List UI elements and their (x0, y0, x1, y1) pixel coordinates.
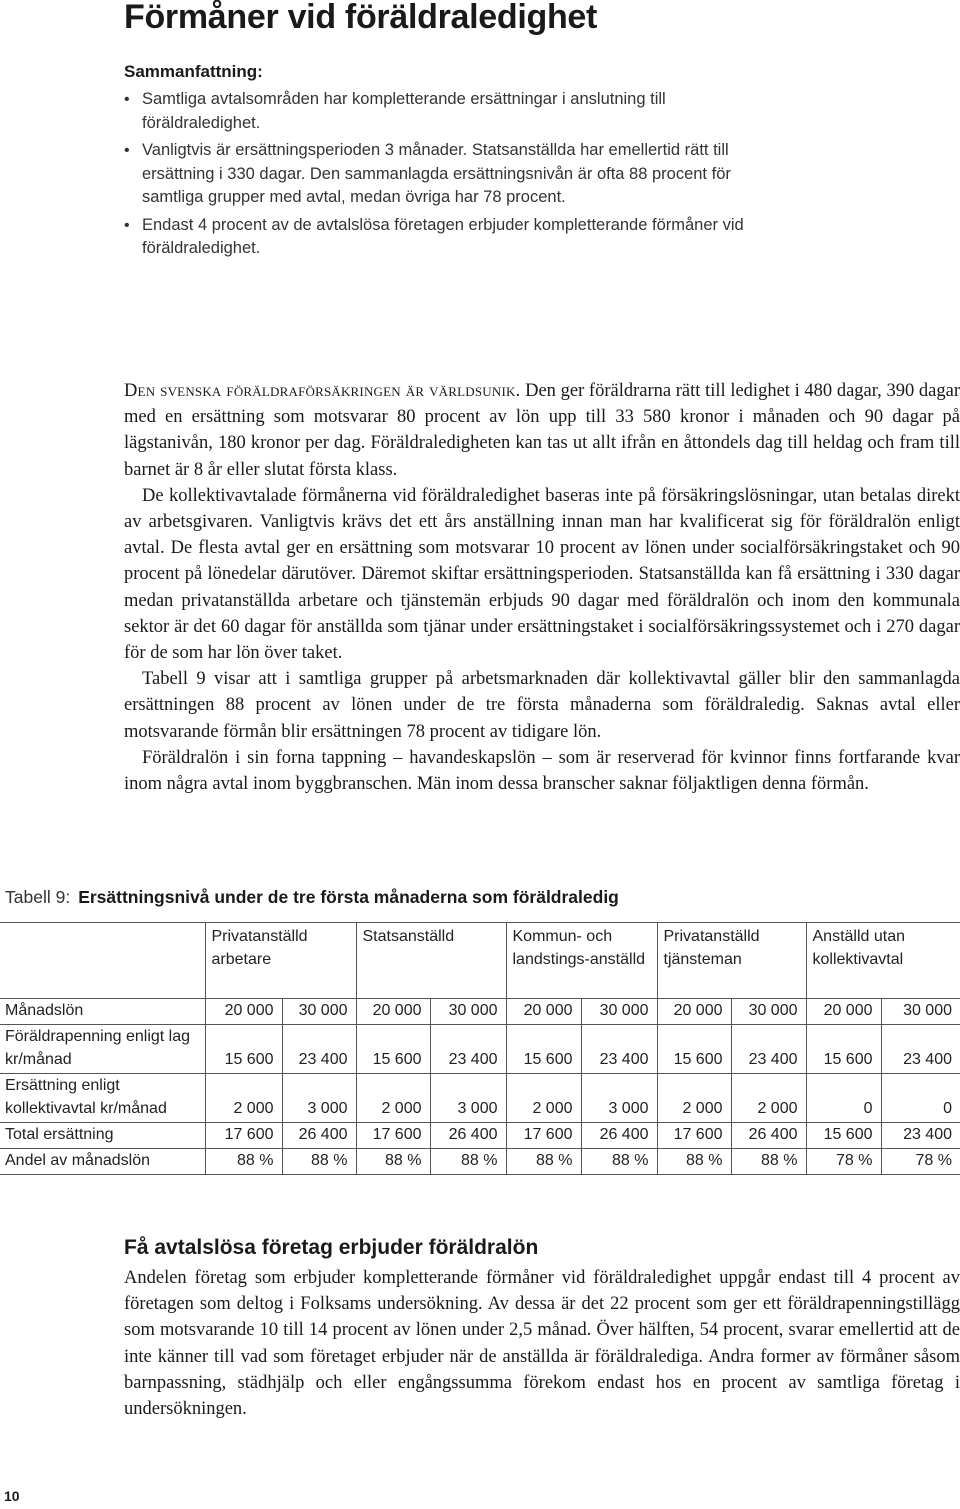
page-number: 10 (4, 1488, 20, 1504)
table-cell: 26 400 (282, 1123, 356, 1149)
table-cell: 15 600 (205, 1025, 282, 1074)
table-cell: 23 400 (881, 1123, 960, 1149)
table-cell: 20 000 (506, 999, 581, 1025)
table-cell: 23 400 (731, 1025, 806, 1074)
table-cell: 2 000 (731, 1074, 806, 1123)
table-caption (5, 887, 619, 908)
table-cell: 0 (806, 1074, 881, 1123)
body-paragraph: De kollektivavtalade förmånerna vid föräldraledighet baseras inte på försäkringslösningar, utan betalas direkt av arbetsgivaren. Vanligtvis krävs det ett års anställning innan man har kvalificerat sig för föräldralön enligt avtal. De flesta avtal ger en ersättning som motsvarar 10 procent av lönen under socialförsäkringstaket och 90 procent på lönedelar därutöver. Däremot skiftar ersättningsperioden. Statsanställda kan få ersättning i 330 dagar medan privatanställda arbetare och tjänstemän erbjuds 90 dagar med föräldralön och inom den kommunala sektor är det 60 dagar för anställda som tjänar under ersättningstaket i socialförsäkringssystemet och i 270 dagar för de som har lön över taket. (124, 485, 960, 664)
table-row (0, 1123, 960, 1149)
table-header-cell: Privatanställd tjänsteman (657, 923, 806, 999)
summary-list (124, 88, 744, 261)
body-paragraph: Tabell 9 visar att i samtliga grupper på arbetsmarknaden där kollektivavtal gäller blir den sammanlagda ersättningen 88 procent av lönen under de tre första månaderna som föräldraledig. Saknas avtal eller motsvarande förmån blir ersättningen 78 procent av tidigare lön. (124, 669, 960, 742)
row-label: Total ersättning (5, 1126, 114, 1143)
table-cell: 88 % (282, 1149, 356, 1175)
section-body (124, 1265, 960, 1422)
table-cell: 23 400 (282, 1025, 356, 1074)
summary-bullet (124, 88, 744, 135)
table-cell: 30 000 (282, 999, 356, 1025)
row-label: Föräldrapenning enligt lag kr/månad (5, 1028, 191, 1068)
summary-bullet-text: Vanligtvis är ersättningsperioden 3 månader. Statsanställda har emellertid rätt till ersättning i 330 dagar. Den sammanlagda ersättningsnivån är ofta 88 procent för samtliga grupper med avtal, medan övriga har 78 procent. (142, 141, 731, 206)
table-cell: 15 600 (506, 1025, 581, 1074)
table-cell: 20 000 (806, 999, 881, 1025)
table-cell: 23 400 (430, 1025, 506, 1074)
row-label: Andel av månadslön (5, 1152, 150, 1169)
table-cell: 88 % (205, 1149, 282, 1175)
table-header-corner (0, 923, 205, 999)
table-cell: 88 % (731, 1149, 806, 1175)
bullet-icon: • (124, 142, 130, 159)
table-cell: 88 % (430, 1149, 506, 1175)
body-paragraph (124, 378, 960, 483)
table-cell: 20 000 (657, 999, 731, 1025)
table-cell: 20 000 (356, 999, 430, 1025)
bullet-icon: • (124, 216, 130, 234)
summary-heading: Sammanfattning: (124, 62, 263, 81)
summary-bullet-text: Samtliga avtalsområden har kompletterande ersättningar i anslutning till föräldraledighet. (142, 90, 666, 132)
table-row (0, 999, 960, 1025)
row-label: Ersättning enligt kollektivavtal kr/månad (5, 1077, 167, 1117)
table-cell: 78 % (806, 1149, 881, 1175)
table-cell: 2 000 (657, 1074, 731, 1123)
table-cell: 23 400 (581, 1025, 657, 1074)
table-cell: 88 % (356, 1149, 430, 1175)
table-cell: 88 % (506, 1149, 581, 1175)
summary-box (124, 62, 744, 265)
body-paragraph-text: Den ger föräldrarna rätt till ledighet i 480 dagar, 390 dagar med en ersättning som motsvarar 80 procent av lön upp till 33 580 kronor i månaden och 90 dagar på lägstanivån, 180 kronor per dag. Föräldraledigheten kan tas ut allt ifrån en åttondels dag till heldag och fram till barnet är 8 år eller slutat första klass. (124, 381, 960, 480)
summary-bullet (124, 139, 744, 210)
table-cell: 30 000 (731, 999, 806, 1025)
table-cell: 23 400 (881, 1025, 960, 1074)
row-label: Månadslön (5, 1002, 84, 1019)
table-cell: 88 % (581, 1149, 657, 1175)
body-paragraph: Föräldralön i sin forna tappning – havandeskapslön – som är reserverad för kvinnor finns fortfarande kvar inom några avtal inom byggbranschen. Män inom dessa branscher saknar följaktligen denna förmån. (124, 747, 960, 795)
table-cell: 3 000 (430, 1074, 506, 1123)
section-heading: Få avtalslösa företag erbjuder föräldralön (124, 1236, 539, 1259)
body-text (124, 378, 960, 797)
table-cell: 17 600 (657, 1123, 731, 1149)
table-cell: 15 600 (806, 1123, 881, 1149)
table-caption-title: Ersättningsnivå under de tre första månaderna som föräldraledig (78, 887, 619, 907)
table-header-cell: Privatanställd arbetare (205, 923, 356, 999)
table-cell: 17 600 (356, 1123, 430, 1149)
table-cell: 26 400 (430, 1123, 506, 1149)
benefits-table (0, 922, 960, 1175)
table-cell: 15 600 (806, 1025, 881, 1074)
table-header-cell: Statsanställd (356, 923, 506, 999)
table-header-cell: Kommun- och landstings-anställd (506, 923, 657, 999)
table-cell: 26 400 (731, 1123, 806, 1149)
table-cell: 2 000 (205, 1074, 282, 1123)
table-cell: 20 000 (205, 999, 282, 1025)
table-caption-label: Tabell 9: (5, 887, 71, 907)
table-cell: 30 000 (430, 999, 506, 1025)
table-cell: 15 600 (657, 1025, 731, 1074)
table-cell: 0 (881, 1074, 960, 1123)
section-paragraph: Andelen företag som erbjuder kompletterande förmåner vid föräldraledighet uppgår endast till 4 procent av företagen som deltog i Folksams undersökning. Av dessa är det 22 procent som ger ett föräldrapenningstillägg som motsvarande 10 till 14 procent av lönen under 2,5 månad. Över hälften, 54 procent, svarar emellertid att de inte känner till vad som företaget erbjuder när de anställda är föräldralediga. Andra former av förmåner såsom barnpassning, städhjälp och eller engångssumma förekom endast hos en procent av samtliga företag i undersökningen. (124, 1268, 960, 1420)
lead-in: Den svenska föräldraförsäkringen är världsunik. (124, 381, 521, 401)
table-cell: 17 600 (205, 1123, 282, 1149)
table-cell: 2 000 (356, 1074, 430, 1123)
table-cell: 17 600 (506, 1123, 581, 1149)
table-cell: 3 000 (581, 1074, 657, 1123)
summary-bullet (124, 214, 744, 261)
table-row (0, 1025, 960, 1074)
bullet-icon: • (124, 91, 130, 108)
table-cell: 26 400 (581, 1123, 657, 1149)
table-header-cell: Anställd utan kollektivavtal (806, 923, 960, 999)
table-row (0, 1074, 960, 1123)
table-cell: 15 600 (356, 1025, 430, 1074)
table-header-row (0, 923, 960, 999)
table-cell: 78 % (881, 1149, 960, 1175)
table-cell: 2 000 (506, 1074, 581, 1123)
page-title: Förmåner vid föräldraledighet (124, 0, 598, 36)
table-cell: 30 000 (881, 999, 960, 1025)
table-cell: 30 000 (581, 999, 657, 1025)
summary-bullet-text: Endast 4 procent av de avtalslösa företagen erbjuder kompletterande förmåner vid föräldraledighet. (142, 215, 744, 257)
table-cell: 3 000 (282, 1074, 356, 1123)
table-row (0, 1149, 960, 1175)
table-cell: 88 % (657, 1149, 731, 1175)
